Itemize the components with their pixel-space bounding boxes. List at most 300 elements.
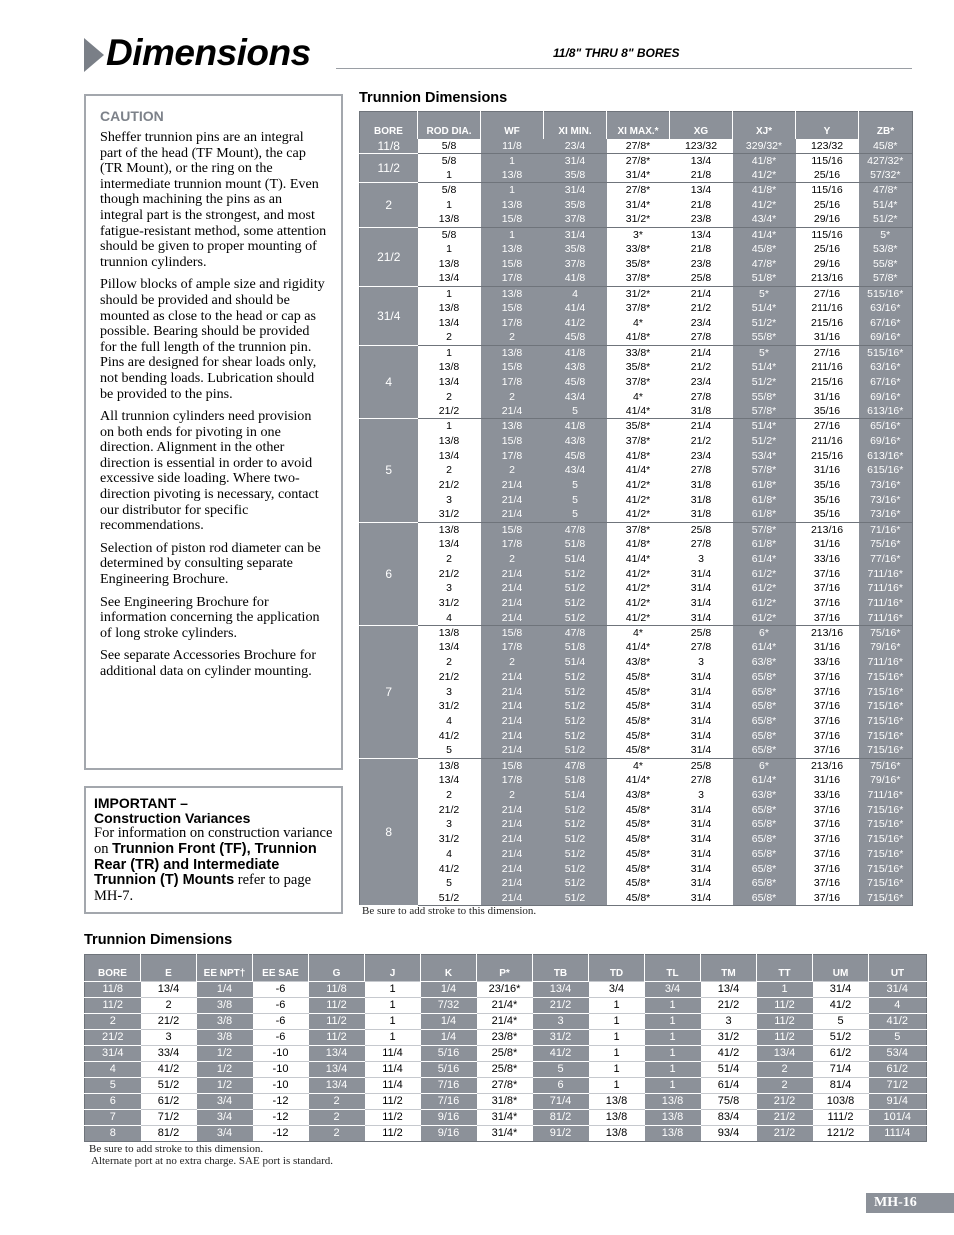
table-cell: 2: [757, 1062, 813, 1078]
table-cell: 69/16*: [859, 330, 913, 345]
table-cell: 13/4: [757, 1046, 813, 1062]
table-cell: 13/8: [418, 522, 481, 537]
table-cell: 15/8: [481, 212, 544, 227]
table-cell: 31/4: [670, 891, 733, 906]
table-cell: 31/4*: [477, 1126, 533, 1142]
table-cell: 13/8: [481, 242, 544, 257]
bore-cell: 7: [85, 1110, 141, 1126]
table-cell: 1: [645, 1014, 701, 1030]
table-cell: 45/8*: [607, 847, 670, 862]
table-cell: 61/4*: [733, 552, 796, 567]
table-cell: 41/2*: [607, 478, 670, 493]
table-row: [360, 522, 913, 537]
table-cell: 51/2: [544, 891, 607, 906]
table-cell: 31/2: [418, 832, 481, 847]
table-cell: 31/4: [670, 743, 733, 758]
table-row: [360, 389, 913, 404]
table-cell: 61/2*: [733, 611, 796, 626]
table-row: [360, 581, 913, 596]
table-cell: 3/4: [197, 1094, 253, 1110]
table-cell: 21/4: [481, 404, 544, 419]
important-box: [84, 786, 343, 914]
table-cell: 53/8*: [859, 242, 913, 257]
table-cell: 61/8*: [733, 537, 796, 552]
table-cell: 61/2*: [733, 581, 796, 596]
col-header-zb: ZB*: [859, 112, 913, 139]
table-cell: 37/16: [796, 847, 859, 862]
table-cell: 31/4*: [607, 168, 670, 183]
table-cell: 515/16*: [859, 286, 913, 301]
table-cell: 21/4: [481, 847, 544, 862]
table-cell: 51/2: [544, 743, 607, 758]
table-cell: 67/16*: [859, 316, 913, 331]
bore-cell: 11/8: [85, 982, 141, 998]
table-row: [360, 330, 913, 345]
table-cell: 4*: [607, 625, 670, 640]
table2-title: Trunnion Dimensions: [84, 932, 233, 948]
table-cell: 41/8*: [607, 330, 670, 345]
table-cell: 71/4: [813, 1062, 869, 1078]
table-row: [360, 861, 913, 876]
table-cell: 57/8*: [733, 463, 796, 478]
table-cell: 427/32*: [859, 153, 913, 168]
table-cell: 1/2: [197, 1046, 253, 1062]
table-cell: 21/4*: [477, 998, 533, 1014]
table-cell: 31/4: [813, 982, 869, 998]
table-cell: 715/16*: [859, 699, 913, 714]
table-cell: 69/16*: [859, 389, 913, 404]
table-cell: 1: [418, 286, 481, 301]
table-cell: 13/8: [481, 419, 544, 434]
table-cell: 21/4: [481, 832, 544, 847]
table-cell: 1: [418, 168, 481, 183]
table-cell: 45/8*: [607, 714, 670, 729]
table-cell: 47/8*: [859, 183, 913, 198]
table-cell: 2: [309, 1126, 365, 1142]
table-cell: 715/16*: [859, 817, 913, 832]
table-cell: 21/8: [670, 168, 733, 183]
table-cell: 13/8: [418, 434, 481, 449]
table-cell: 79/16*: [859, 773, 913, 788]
table-cell: 13/4: [670, 183, 733, 198]
table-cell: 5/8: [418, 139, 481, 154]
table-cell: 13/8: [418, 212, 481, 227]
col-header-j: J: [365, 955, 421, 982]
table-cell: 17/8: [481, 316, 544, 331]
table-cell: 2: [481, 463, 544, 478]
table-cell: 65/8*: [733, 817, 796, 832]
table-cell: 41/8: [544, 419, 607, 434]
table-row: [360, 714, 913, 729]
table-cell: 3: [418, 817, 481, 832]
table-cell: 31/2*: [607, 286, 670, 301]
table-cell: 5: [418, 743, 481, 758]
table-row: [85, 982, 927, 998]
table-cell: 25/8*: [477, 1062, 533, 1078]
table-cell: 51/2: [544, 714, 607, 729]
table-cell: 37/16: [796, 566, 859, 581]
table-cell: 711/16*: [859, 566, 913, 581]
table-cell: 21/4: [481, 581, 544, 596]
col-header-xi-max: XI MAX.*: [607, 112, 670, 139]
table-row: [360, 625, 913, 640]
table-cell: 21/8: [670, 198, 733, 213]
table-cell: 5*: [733, 345, 796, 360]
table-cell: 71/2: [141, 1110, 197, 1126]
table-cell: 27/16: [796, 419, 859, 434]
table-row: [360, 360, 913, 375]
table-cell: 13/4: [701, 982, 757, 998]
table-cell: 65/16*: [859, 419, 913, 434]
table-cell: 51/8: [544, 640, 607, 655]
table-row: [360, 566, 913, 581]
table-cell: 27/8: [670, 537, 733, 552]
col-header-tm: TM: [701, 955, 757, 982]
table-cell: 2: [418, 655, 481, 670]
table-cell: 51/8*: [733, 271, 796, 286]
table-cell: 61/4*: [733, 773, 796, 788]
table-cell: 31/4: [670, 729, 733, 744]
table-cell: 1: [418, 198, 481, 213]
table-cell: 41/2*: [607, 566, 670, 581]
important-title: IMPORTANT –: [94, 795, 188, 811]
table-cell: 41/2: [418, 861, 481, 876]
table-cell: 211/16: [796, 434, 859, 449]
table-cell: 11/2: [757, 1014, 813, 1030]
table-cell: 65/8*: [733, 714, 796, 729]
bore-cell: 11/2: [85, 998, 141, 1014]
table-cell: 31/16: [796, 463, 859, 478]
table-cell: 37/16: [796, 802, 859, 817]
table-cell: 5*: [859, 227, 913, 242]
table-cell: 65/8*: [733, 743, 796, 758]
table-cell: 37/16: [796, 861, 859, 876]
table-cell: 11/8: [309, 982, 365, 998]
table-cell: 21/4: [670, 419, 733, 434]
table-cell: 613/16*: [859, 448, 913, 463]
table-cell: 21/4: [481, 891, 544, 906]
table-cell: 21/4: [481, 684, 544, 699]
table-cell: 81/2: [533, 1110, 589, 1126]
table-cell: 31/2: [418, 507, 481, 522]
table-row: [360, 153, 913, 168]
table-cell: 13/4: [418, 375, 481, 390]
table-cell: 6*: [733, 625, 796, 640]
table-cell: 81/2: [141, 1126, 197, 1142]
table1-footnote: Be sure to add stroke to this dimension.: [362, 905, 537, 917]
table-cell: 21/2: [533, 998, 589, 1014]
important-text: [94, 826, 333, 905]
table-cell: 27/8: [670, 640, 733, 655]
table-cell: 31/4: [670, 861, 733, 876]
table-cell: 43/8: [544, 360, 607, 375]
table-cell: 3/4: [589, 982, 645, 998]
table-cell: 121/2: [813, 1126, 869, 1142]
page-title: Dimensions: [106, 32, 311, 73]
table-cell: 47/8: [544, 758, 607, 773]
table-cell: 91/2: [533, 1126, 589, 1142]
table-cell: 31/8: [670, 493, 733, 508]
table-cell: 13/4: [418, 448, 481, 463]
table-cell: 47/8: [544, 522, 607, 537]
table-cell: 1: [365, 982, 421, 998]
table-cell: 21/2: [757, 1110, 813, 1126]
page-number: MH-16: [866, 1193, 954, 1213]
table-cell: 2: [418, 552, 481, 567]
table-cell: 65/8*: [733, 847, 796, 862]
table-cell: 51/4: [544, 552, 607, 567]
table-cell: 51/2: [141, 1078, 197, 1094]
table-cell: 77/16*: [859, 552, 913, 567]
table-cell: 15/8: [481, 522, 544, 537]
table-cell: 13/4: [309, 1062, 365, 1078]
table-cell: 51/4: [701, 1062, 757, 1078]
table-row: [360, 271, 913, 286]
table-row: [85, 1014, 927, 1030]
title-arrow-icon: [84, 38, 104, 72]
table-cell: 1/2: [197, 1062, 253, 1078]
table-cell: 61/8*: [733, 493, 796, 508]
table-cell: 51/2: [544, 670, 607, 685]
table-cell: 2: [481, 552, 544, 567]
table-cell: 41/2: [701, 1046, 757, 1062]
table-cell: 615/16*: [859, 463, 913, 478]
table-cell: 329/32*: [733, 139, 796, 154]
table-cell: 27/8*: [607, 183, 670, 198]
table-cell: 213/16: [796, 625, 859, 640]
table-cell: 55/8*: [733, 330, 796, 345]
table-cell: 51/2: [544, 581, 607, 596]
table-cell: 17/8: [481, 448, 544, 463]
table-cell: 3: [418, 581, 481, 596]
table-cell: 61/2: [813, 1046, 869, 1062]
table-cell: 37/16: [796, 611, 859, 626]
table-row: [360, 257, 913, 272]
table-cell: 41/4: [544, 301, 607, 316]
table-cell: -10: [253, 1078, 309, 1094]
table-cell: 1: [418, 345, 481, 360]
table-cell: 25/8: [670, 522, 733, 537]
page-subtitle: 11/8" THRU 8" BORES: [553, 46, 680, 60]
table-cell: 51/2: [544, 566, 607, 581]
table-cell: 1: [365, 998, 421, 1014]
table-row: [85, 998, 927, 1014]
col-header-p: P*: [477, 955, 533, 982]
table-cell: 35/8: [544, 242, 607, 257]
col-header-xi-min: XI MIN.: [544, 112, 607, 139]
caution-paragraph: All trunnion cylinders need provision on both ends for pivoting in one direction. Alignment in the other direction is essential in order to avoid excessive side loading. Where two-direction pivoting is necessary, contact our distributor for specific recommendations.: [100, 408, 319, 534]
table-cell: 61/2: [141, 1094, 197, 1110]
table-cell: 91/4: [869, 1094, 927, 1110]
table-cell: 17/8: [481, 375, 544, 390]
table-cell: 45/8: [544, 448, 607, 463]
table-cell: 63/8*: [733, 788, 796, 803]
table-cell: 51/2*: [733, 434, 796, 449]
table-cell: 11/8: [481, 139, 544, 154]
table-cell: 13/4: [309, 1046, 365, 1062]
table-cell: 51/2: [418, 891, 481, 906]
table-cell: 21/8: [670, 242, 733, 257]
table-cell: 37/8: [544, 212, 607, 227]
table-cell: 25/8: [670, 271, 733, 286]
table-row: [360, 788, 913, 803]
table-cell: 25/16: [796, 198, 859, 213]
table-cell: 15/8: [481, 257, 544, 272]
table-cell: -10: [253, 1062, 309, 1078]
table-cell: 33/16: [796, 788, 859, 803]
table-cell: 5/8: [418, 183, 481, 198]
table-row: [360, 434, 913, 449]
table-cell: 25/8: [670, 625, 733, 640]
table-cell: 67/16*: [859, 375, 913, 390]
table-cell: 61/2*: [733, 596, 796, 611]
table-row: [85, 1078, 927, 1094]
table-cell: 51/2*: [733, 316, 796, 331]
table-cell: 4: [418, 847, 481, 862]
table-cell: 4*: [607, 758, 670, 773]
table-row: [360, 419, 913, 434]
table-row: [360, 316, 913, 331]
table-cell: 5: [544, 478, 607, 493]
table-cell: 61/4*: [733, 640, 796, 655]
table-cell: 27/8: [670, 463, 733, 478]
table-cell: 13/8: [418, 360, 481, 375]
table-cell: 53/4*: [733, 448, 796, 463]
table-cell: 71/16*: [859, 522, 913, 537]
table-cell: 6*: [733, 758, 796, 773]
table-cell: 23/8: [670, 257, 733, 272]
table-cell: 65/8*: [733, 802, 796, 817]
table-cell: 5/8: [418, 227, 481, 242]
bore-cell: 11/2: [360, 153, 418, 183]
table-cell: 71/2: [869, 1078, 927, 1094]
table-cell: 23/16*: [477, 982, 533, 998]
table-cell: 35/16: [796, 493, 859, 508]
table-cell: 123/32: [670, 139, 733, 154]
table-cell: 21/4: [481, 817, 544, 832]
table-cell: 41/4*: [607, 552, 670, 567]
table-cell: 111/2: [813, 1110, 869, 1126]
table-cell: 27/16: [796, 286, 859, 301]
caution-paragraph: See Engineering Brochure for information concerning the application of long stroke cylinders.: [100, 593, 320, 641]
table-cell: 3*: [607, 227, 670, 242]
col-header-g: G: [309, 955, 365, 982]
table-cell: 21/4: [670, 345, 733, 360]
table-row: [360, 463, 913, 478]
table-cell: 21/2: [670, 434, 733, 449]
table-cell: 2: [481, 389, 544, 404]
table-row: [360, 891, 913, 906]
table-cell: 37/16: [796, 581, 859, 596]
table-row: [360, 478, 913, 493]
bore-cell: 2: [85, 1014, 141, 1030]
table-row: [360, 758, 913, 773]
table-cell: 31/4: [670, 581, 733, 596]
table-cell: 51/2: [544, 684, 607, 699]
table-cell: 715/16*: [859, 832, 913, 847]
table-cell: 65/8*: [733, 699, 796, 714]
table-cell: 31/8: [670, 507, 733, 522]
table-cell: 101/4: [869, 1110, 927, 1126]
caution-paragraph: Sheffer trunnion pins are an integral part of the head (TF Mount), the cap (TR Mount), or the ring on the intermediate trunnion mount (T). Even though machining the pins as an integral part is the strongest, and most fatigue-resistant method, some attention should be given to proper mounting of trunnion cylinders.: [100, 129, 327, 270]
table-cell: 27/8*: [607, 139, 670, 154]
table-cell: 71/4: [533, 1094, 589, 1110]
table-cell: 21/4: [481, 729, 544, 744]
table-cell: 25/8: [670, 758, 733, 773]
table-cell: 11/2: [309, 1030, 365, 1046]
table-cell: 41/4*: [733, 227, 796, 242]
table-cell: 3: [141, 1030, 197, 1046]
table-row: [85, 1094, 927, 1110]
table-cell: 51/4*: [859, 198, 913, 213]
table-cell: 51/4*: [733, 419, 796, 434]
table-cell: -6: [253, 982, 309, 998]
table-cell: 11/4: [365, 1062, 421, 1078]
table-cell: 21/4: [481, 699, 544, 714]
bore-cell: 2: [360, 183, 418, 227]
table-cell: 45/8*: [733, 242, 796, 257]
table-cell: 51/2*: [859, 212, 913, 227]
table-cell: 31/4: [670, 596, 733, 611]
table-row: [360, 198, 913, 213]
table-cell: 51/2: [544, 729, 607, 744]
col-header-e: E: [141, 955, 197, 982]
table-cell: 31/8*: [477, 1094, 533, 1110]
table-cell: 57/8*: [859, 271, 913, 286]
table-cell: 37/16: [796, 743, 859, 758]
table-cell: 13/4: [418, 537, 481, 552]
table-cell: 41/4*: [607, 773, 670, 788]
table-row: [360, 817, 913, 832]
caution-paragraph: Pillow blocks of ample size and rigidity should be provided and should be mounted as close to the head or cap as possible. Bearing should be provided for the full length of the trunnion pin. Pins are designed for shear loads only, not bending loads. Lubrication should be provided to the pins.: [100, 276, 325, 402]
table-row: [360, 537, 913, 552]
bore-cell: 5: [360, 419, 418, 522]
table-cell: 27/8*: [477, 1078, 533, 1094]
table-cell: 61/2*: [733, 566, 796, 581]
table-cell: 13/8: [481, 198, 544, 213]
table-cell: 3: [670, 788, 733, 803]
important-mounts: Trunnion Front (TF), Trunnion Rear (TR) and Intermediate Trunnion (T) Mounts: [94, 840, 317, 889]
col-header-td: TD: [589, 955, 645, 982]
table-cell: 31/2*: [607, 212, 670, 227]
trunnion-dimensions-table-1: [359, 111, 913, 906]
table-cell: 51/2: [544, 699, 607, 714]
table-cell: 21/4: [481, 566, 544, 581]
table1-body: [360, 139, 913, 906]
table-cell: 31/4: [670, 566, 733, 581]
table-cell: 5/16: [421, 1062, 477, 1078]
table-cell: 51/2: [813, 1030, 869, 1046]
table-cell: 25/16: [796, 168, 859, 183]
table-cell: 1/4: [421, 1014, 477, 1030]
table-cell: 2: [309, 1110, 365, 1126]
table-cell: 13/8: [589, 1094, 645, 1110]
table-cell: -6: [253, 1014, 309, 1030]
table-cell: 21/2: [418, 802, 481, 817]
table-row: [360, 670, 913, 685]
table-cell: 15/8: [481, 625, 544, 640]
table-cell: 27/8*: [607, 153, 670, 168]
table-cell: 7/16: [421, 1078, 477, 1094]
bore-cell: 31/4: [360, 286, 418, 345]
table-cell: 711/16*: [859, 655, 913, 670]
table-row: [360, 596, 913, 611]
table-cell: 23/8*: [477, 1030, 533, 1046]
table-row: [360, 640, 913, 655]
table-cell: 11/2: [365, 1126, 421, 1142]
table-cell: 37/16: [796, 876, 859, 891]
table-cell: 2: [418, 330, 481, 345]
